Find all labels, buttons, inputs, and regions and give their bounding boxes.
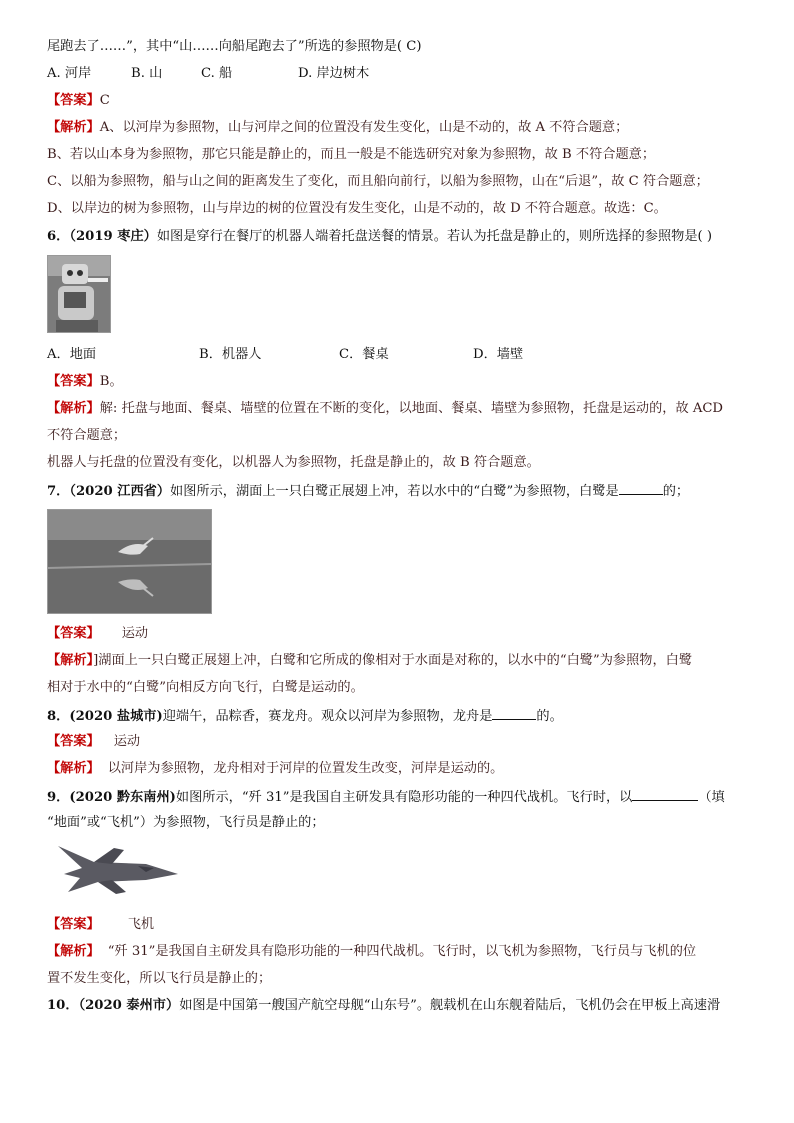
analysis-text: 解: 托盘与地面、餐桌、墙壁的位置在不断的变化，以地面、餐桌、墙壁为参照物，托盘是运动的，故 ACD (99, 401, 724, 416)
analysis-text: “歼 31”是我国自主研发具有隐形功能的一种四代战机。飞行时，以飞机为参照物，飞行员与飞机的位 (107, 944, 697, 959)
analysis-label: 【解析】 (47, 401, 100, 416)
question-source: （2019 枣庄） (69, 229, 157, 244)
question-number: 7． (47, 484, 70, 499)
question-source: （2020 泰州市） (78, 998, 180, 1013)
fighter-jet-image (54, 840, 182, 896)
answer-label: 【答案】 (47, 917, 100, 932)
q5-option-c: C. 船 (201, 66, 233, 81)
analysis-label: 【解析】 (47, 761, 100, 776)
analysis-text: ]湖面上一只白鹭正展翅上冲，白鹭和它所成的像相对于水面是对称的，以水中的“白鹭”为参照物，白鹭 (93, 653, 693, 668)
q5-answer (47, 91, 764, 111)
q5-analysis-line: C、以船为参照物，船与山之间的距离发生了变化，而且船向前行，以船为参照物，山在“后退”，故 C 符合题意； (47, 174, 709, 189)
q6-option-d: D．墙壁 (473, 347, 524, 362)
answer-value: C (99, 93, 110, 108)
q5-options (47, 64, 764, 84)
q5-analysis-line: B、若以山本身为参照物，那它只能是静止的，而且一般是不能选研究对象为参照物，故 B 不符合题意； (47, 147, 656, 162)
q9-stem-line2: “地面”或“飞机”）为参照物，飞行员是静止的； (47, 815, 325, 830)
robot-waiter-illustration (48, 256, 110, 332)
answer-blank (619, 480, 663, 495)
question-text-end: 的； (662, 484, 690, 499)
answer-value: B。 (99, 374, 123, 389)
q7-analysis-line (47, 651, 764, 671)
q5-stem-line: 尾跑去了……”，其中“山……向船尾跑去了”所选的参照物是( C) (47, 39, 422, 54)
answer-blank (632, 786, 698, 801)
answer-label: 【答案】 (47, 93, 100, 108)
answer-value: 运动 (113, 734, 141, 749)
question-text: 如图所示，湖面上一只白鹭正展翅上冲，若以水中的“白鹭”为参照物，白鹭是 (170, 484, 619, 499)
q6-analysis-line: 不符合题意； (47, 428, 127, 443)
question-source: (2020 盐城市) (69, 709, 163, 724)
q9-answer (47, 915, 764, 935)
q9-stem (47, 786, 764, 808)
q7-stem (47, 480, 764, 502)
answer-blank (492, 705, 536, 720)
q5-analysis-line (47, 118, 764, 138)
q8-answer (47, 732, 764, 752)
q6-option-a: A．地面 (47, 347, 97, 362)
answer-label: 【答案】 (47, 626, 100, 641)
question-text: 如图是穿行在餐厅的机器人端着托盘送餐的情景。若认为托盘是静止的，则所选择的参照物是( ) (156, 229, 712, 244)
answer-value: 飞机 (127, 917, 155, 932)
analysis-label: 【解析】 (47, 653, 94, 668)
question-text: 迎端午，品粽香，赛龙舟。观众以河岸为参照物，龙舟是 (162, 709, 493, 724)
answer-label: 【答案】 (47, 374, 100, 389)
question-text: 如图是中国第一艘国产航空母舰“山东号”。舰载机在山东舰着陆后，飞机仍会在甲板上高速滑 (179, 998, 721, 1013)
q6-analysis-line (47, 399, 764, 419)
egret-lake-image (47, 509, 212, 614)
q8-stem (47, 705, 764, 727)
fighter-jet-illustration (54, 840, 182, 896)
robot-waiter-image (47, 255, 111, 333)
q5-analysis-line: D、以岸边的树为参照物，山与岸边的树的位置没有发生变化，山是不动的，故 D 不符合题意。故选：C。 (47, 201, 667, 216)
q6-analysis-line: 机器人与托盘的位置没有变化，以机器人为参照物，托盘是静止的，故 B 符合题意。 (47, 455, 540, 470)
q6-option-c: C．餐桌 (339, 347, 389, 362)
answer-value: 运动 (121, 626, 149, 641)
q6-option-b: B．机器人 (199, 347, 262, 362)
q5-option-b: B. 山 (131, 66, 163, 81)
answer-label: 【答案】 (47, 734, 100, 749)
question-number: 10． (47, 998, 79, 1013)
q9-analysis-line (47, 942, 764, 962)
analysis-text: A、以河岸为参照物，山与河岸之间的位置没有发生变化，山是不动的，故 A 不符合题意； (99, 120, 629, 135)
question-source: （2020 江西省） (69, 484, 171, 499)
question-source: (2020 黔东南州) (69, 790, 176, 805)
q6-answer (47, 372, 764, 392)
question-text-end: 的。 (536, 709, 563, 724)
q6-options (47, 345, 764, 365)
question-number: 9． (47, 790, 70, 805)
q7-answer (47, 624, 764, 644)
analysis-label: 【解析】 (47, 944, 100, 959)
q5-option-a: A. 河岸 (47, 66, 92, 81)
egret-illustration (48, 510, 211, 613)
q9-analysis-line: 置不发生变化，所以飞行员是静止的； (47, 971, 272, 986)
question-number: 8． (47, 709, 70, 724)
question-text: 如图所示，“歼 31”是我国自主研发具有隐形功能的一种四代战机。飞行时，以 (175, 790, 633, 805)
q10-stem (47, 996, 764, 1016)
q5-option-d: D. 岸边树木 (298, 66, 370, 81)
question-number: 6． (47, 229, 70, 244)
q7-analysis-line: 相对于水中的“白鹭”向相反方向飞行，白鹭是运动的。 (47, 680, 364, 695)
analysis-label: 【解析】 (47, 120, 100, 135)
analysis-text: 以河岸为参照物，龙舟相对于河岸的位置发生改变，河岸是运动的。 (107, 761, 504, 776)
q6-stem (47, 227, 764, 247)
question-text-mid: （填 (698, 790, 725, 805)
q8-analysis-line (47, 759, 764, 779)
